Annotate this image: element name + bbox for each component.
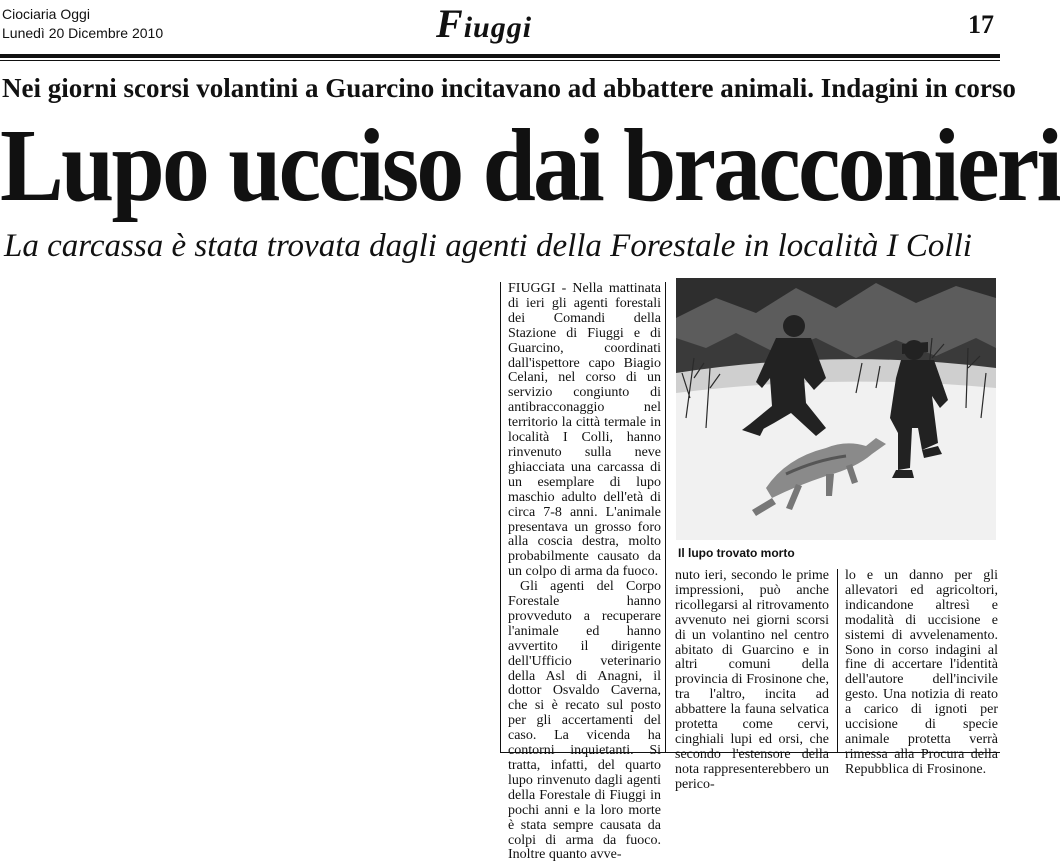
column-rule xyxy=(837,569,838,752)
dead-wolf-photo-image xyxy=(676,278,996,540)
newspaper-name: Ciociaria Oggi xyxy=(2,6,90,22)
paragraph: FIUGGI - Nella mattinata di ieri gli agenti forestali dei Comandi della Stazione di Fiuggi e di Guarcino, coordinati dall'ispettore capo Biagio Celani, nel corso di un servizio congiunto di antibracconaggio nel territorio la città termale in località I Colli, hanno rinvenuto sulla neve ghiacciata una carcassa di un esemplare di lupo maschio adulto dell'età di circa 7-8 anni. L'animale presentava un grosso foro alla coscia destra, molto probabilmente causato da un colpo di arma da fuoco. xyxy=(508,281,661,580)
column-rule xyxy=(500,282,501,752)
article-column-3 xyxy=(845,569,998,778)
section-title-rest: iuggi xyxy=(463,11,533,44)
headline: Lupo ucciso dai bracconieri xyxy=(0,108,1060,223)
paragraph: Gli agenti del Corpo Forestale hanno provveduto a recuperare l'animale ed hanno avvertito il dirigente dell'Ufficio veterinario della Asl di Anagni, il dottor Osvaldo Caverna, che si è recato sul posto per gli accertamenti del caso. La vicenda ha contorni inquietanti. Si tratta, infatti, del quarto lupo rinvenuto dagli agenti della Forestale di Fiuggi in pochi anni e la loro morte è stata sempre causata da colpi di arma da fuoco. Inoltre quanto avve- xyxy=(508,579,661,863)
section-title xyxy=(436,2,532,50)
article-photo xyxy=(676,278,996,540)
issue-date: Lunedì 20 Dicembre 2010 xyxy=(2,25,164,41)
paragraph: lo e un danno per gli allevatori ed agricoltori, indicandone altresì e modalità di uccisione e sistemi di avvelenamento. Sono in corso indagini al fine di accertare l'identità dell'autore dell'incivile gesto. Una notizia di reato a carico di ignoti per uccisione di specie animale protetta verrà rimessa alla Procura della Repubblica di Frosinone. xyxy=(845,568,998,777)
masthead-rule-thin xyxy=(0,60,1000,61)
column-rule xyxy=(665,282,666,752)
section-title-initial: F xyxy=(436,1,464,46)
subhead: La carcassa è stata trovata dagli agenti della Forestale in località I Colli xyxy=(4,228,972,264)
photo-caption: Il lupo trovato morto xyxy=(678,546,795,560)
article-column-2 xyxy=(675,569,829,793)
article-column-1 xyxy=(508,282,661,863)
kicker: Nei giorni scorsi volantini a Guarcino incitavano ad abbattere animali. Indagini in corso xyxy=(2,73,1016,103)
masthead-rule-thick xyxy=(0,54,1000,58)
masthead xyxy=(0,0,1000,56)
page-number: 17 xyxy=(968,10,994,39)
paragraph: nuto ieri, secondo le prime impressioni, può anche ricollegarsi al ritrovamento avvenuto nei giorni scorsi di un volantino nel centro abitato di Guarcino e in altri comuni della provincia di Frosinone che, tra l'altro, incita ad abbattere la fauna selvatica protetta come cervi, cinghiali lupi ed orsi, che secondo l'estensore della nota rappresenterebbero un perico- xyxy=(675,568,829,792)
